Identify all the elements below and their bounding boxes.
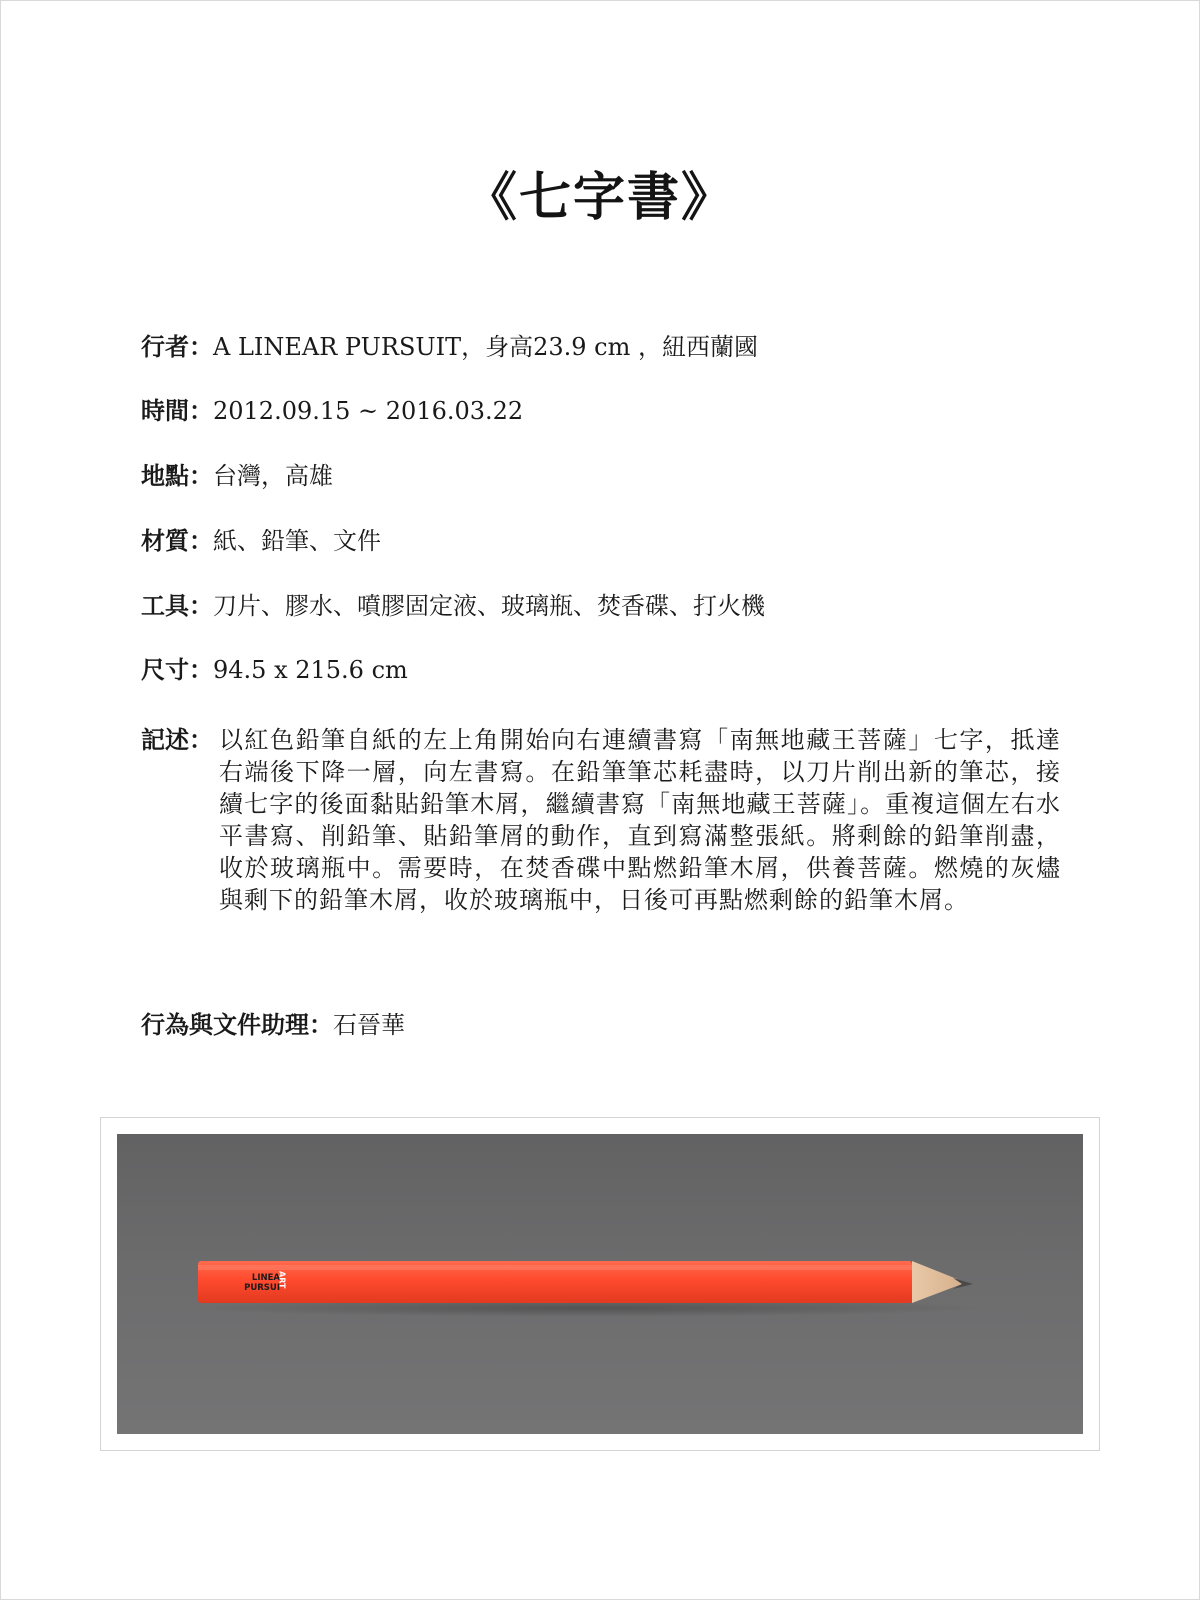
pencil-logo-line1: LINEA [251,1273,280,1283]
field-label: 材質： [141,526,213,555]
field-label: 工具： [141,591,213,620]
field-value: A LINEAR PURSUIT，身高23.9 cm ，紐西蘭國 [213,333,759,361]
field-assistant [141,1010,405,1040]
field-label: 地點： [141,461,213,490]
assistant-label: 行為與文件助理： [141,1010,333,1039]
pencil-logo-vertical: ART [277,1271,287,1289]
pencil-photo [117,1134,1083,1434]
field-value: 紙、鉛筆、文件 [213,527,381,555]
field-value: 刀片、膠水、噴膠固定液、玻璃瓶、焚香碟、打火機 [213,592,765,620]
assistant-value: 石晉華 [333,1011,405,1039]
pencil-wood-tip [912,1261,962,1303]
document-title: 《七字書》 [464,167,735,228]
pencil-illustration [117,1134,1083,1434]
field-location [141,461,333,491]
field-size [141,655,408,685]
pencil-highlight [198,1265,912,1270]
field-label: 行者： [141,332,213,361]
field-value: 2012.09.15 ~ 2016.03.22 [213,397,524,425]
field-material [141,526,381,556]
field-value: 台灣，高雄 [213,462,333,490]
description-block [141,724,1061,916]
description-label: 記述： [141,725,213,754]
pencil-logo-line2: PURSUI [244,1283,280,1293]
field-performer [141,332,758,362]
field-time [141,396,523,426]
field-label: 時間： [141,396,213,425]
description-text: 以紅色鉛筆自紙的左上角開始向右連續書寫「南無地藏王菩薩」七字，抵達右端後下降一層，向左書寫。在鉛筆筆芯耗盡時，以刀片削出新的筆芯，接續七字的後面黏貼鉛筆木屑，繼續書寫「南無地藏王菩薩」。重複這個左右水平書寫、削鉛筆、貼鉛筆屑的動作，直到寫滿整張紙。將剩餘的鉛筆削盡，收於玻璃瓶中。需要時，在焚香碟中點燃鉛筆木屑，供養菩薩。燃燒的灰燼與剩下的鉛筆木屑，收於玻璃瓶中，日後可再點燃剩餘的鉛筆木屑。 [219,726,1061,914]
photo-frame [100,1117,1100,1451]
field-label: 尺寸： [141,655,213,684]
field-value: 94.5 x 215.6 cm [213,656,408,684]
field-tools [141,591,765,621]
